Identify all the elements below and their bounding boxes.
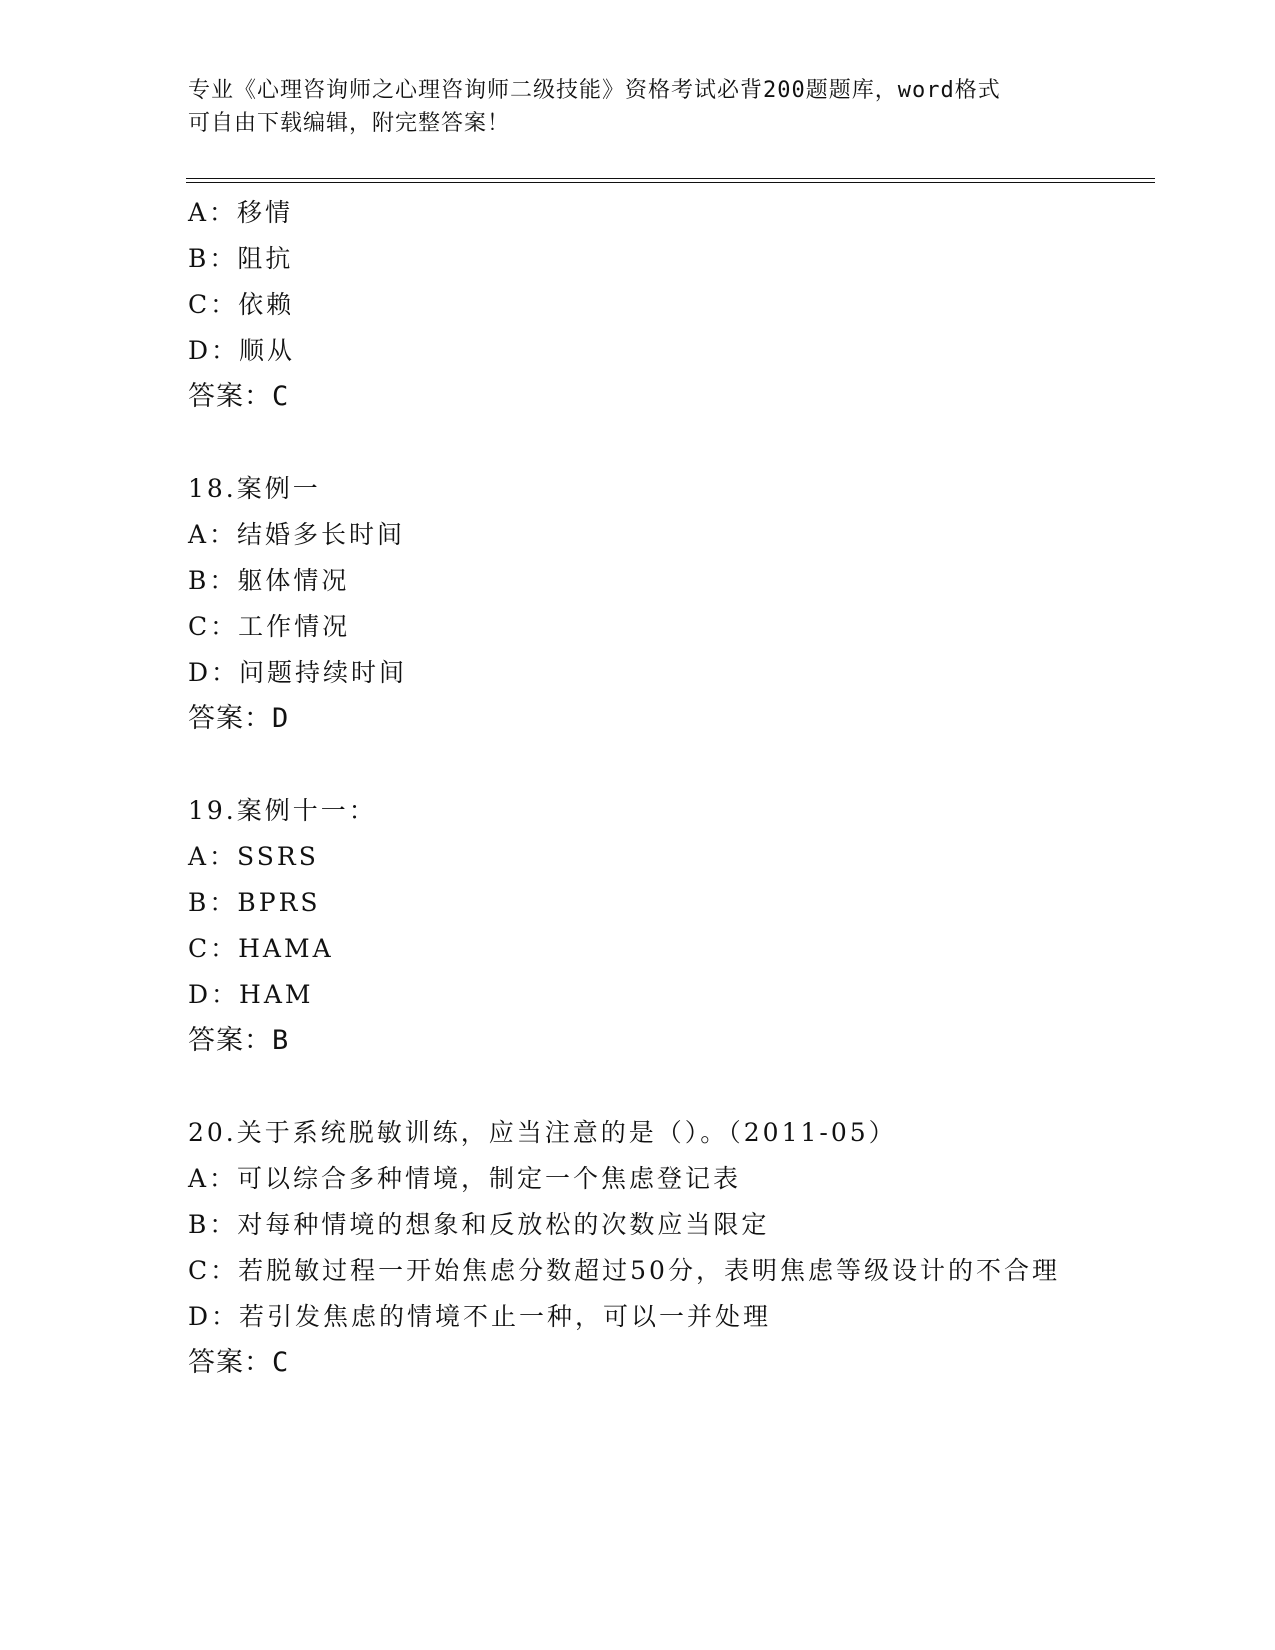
option-a: A：结婚多长时间 [188, 520, 406, 549]
document-header [188, 74, 1068, 140]
answer-line: 答案：D [188, 703, 290, 734]
option-b: B：阻抗 [188, 244, 294, 273]
answer-line: 答案：B [188, 1025, 290, 1056]
option-c: C：若脱敏过程一开始焦虑分数超过50分，表明焦虑等级设计的不合理 [188, 1256, 1060, 1285]
option-a: A：SSRS [188, 842, 319, 871]
question-17 [188, 190, 1088, 420]
option-b: B：BPRS [188, 888, 321, 917]
option-c: C：HAMA [188, 934, 334, 963]
question-list [188, 190, 1088, 1432]
option-a: A：可以综合多种情境，制定一个焦虑登记表 [188, 1164, 742, 1193]
question-19 [188, 788, 1088, 1064]
option-a: A：移情 [188, 198, 294, 227]
question-20 [188, 1110, 1088, 1386]
option-d: D：问题持续时间 [188, 658, 408, 687]
answer-line: 答案：C [188, 381, 290, 412]
question-stem: 20.关于系统脱敏训练，应当注意的是（）。（2011-05） [188, 1118, 897, 1147]
option-c: C：工作情况 [188, 612, 351, 641]
question-18 [188, 466, 1088, 742]
option-b: B：躯体情况 [188, 566, 350, 595]
header-title-line-1: 专业《心理咨询师之心理咨询师二级技能》资格考试必背200题题库，word格式 [188, 78, 1001, 103]
question-stem: 18.案例一 [188, 474, 321, 503]
question-stem: 19.案例十一： [188, 796, 377, 825]
header-divider-top [186, 178, 1155, 179]
option-c: C：依赖 [188, 290, 295, 319]
answer-line: 答案：C [188, 1347, 290, 1378]
option-d: D：顺从 [188, 336, 296, 365]
header-divider-bottom [186, 182, 1155, 183]
option-d: D：HAM [188, 980, 314, 1009]
option-d: D：若引发焦虑的情境不止一种，可以一并处理 [188, 1302, 772, 1331]
header-title-line-2: 可自由下载编辑，附完整答案！ [188, 111, 511, 136]
option-b: B：对每种情境的想象和反放松的次数应当限定 [188, 1210, 770, 1239]
